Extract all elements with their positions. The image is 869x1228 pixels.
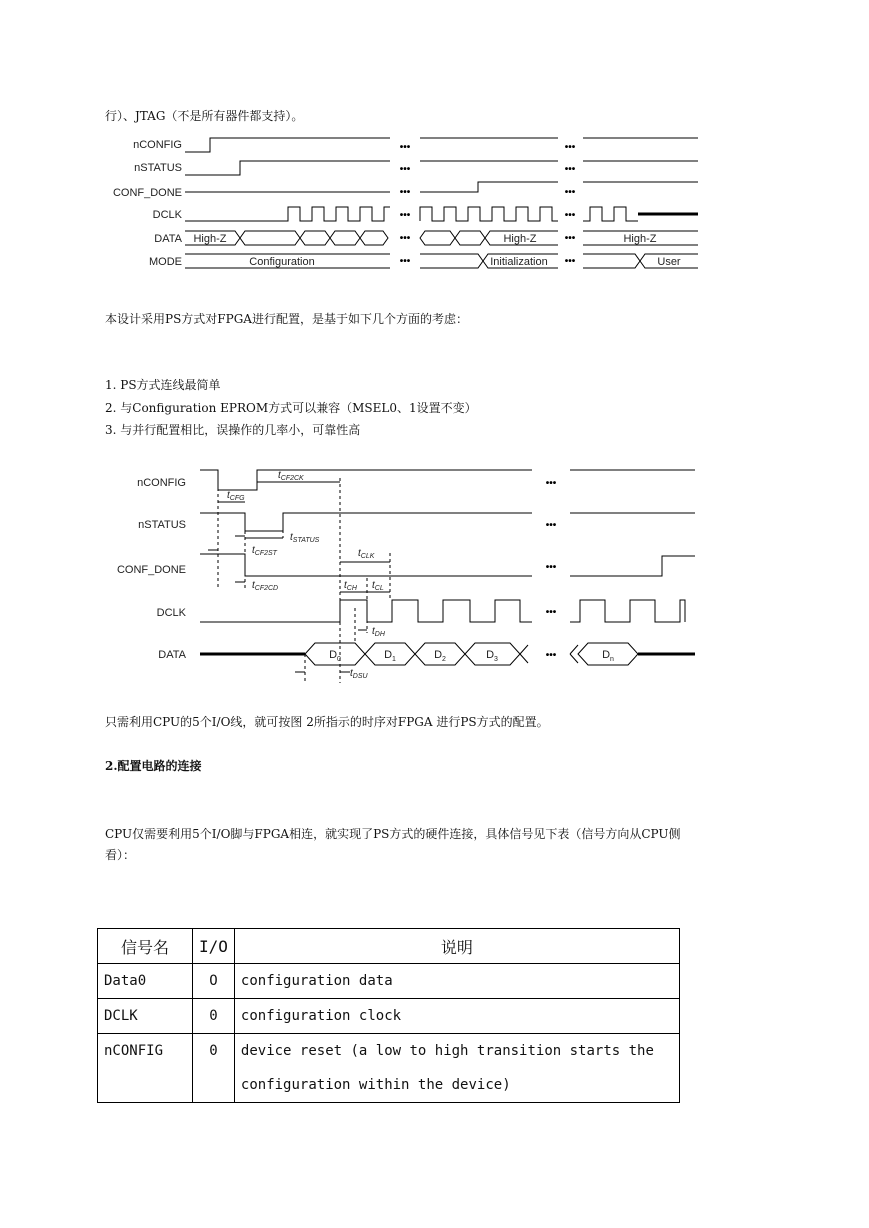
ellipsis: •••	[545, 478, 557, 489]
ellipsis: •••	[564, 256, 576, 267]
list-item: 3. 与并行配置相比，误操作的几率小，可靠性高	[105, 423, 361, 437]
table-row	[98, 1034, 680, 1103]
ellipsis: •••	[545, 607, 557, 618]
timing-label: $t_{CF2CD}$	[252, 580, 279, 592]
ellipsis: •••	[545, 520, 557, 531]
signal-label: nCONFIG	[133, 139, 182, 151]
data-word: $D_1$	[384, 649, 396, 663]
ps-timing-detail-diagram	[100, 458, 710, 690]
bus-label: Initialization	[490, 256, 548, 268]
list-item: 1. PS方式连线最简单	[105, 378, 221, 392]
signal-label: CONF_DONE	[116, 564, 186, 576]
table-header-row	[98, 929, 680, 964]
header-io: I/O	[193, 929, 235, 964]
connection-paragraph: 看）：	[105, 848, 136, 862]
connection-paragraph: CPU仅需要利用5个I/O脚与FPGA相连，就实现了PS方式的硬件连接，具体信号见下表（信号方向从CPU侧	[105, 827, 681, 841]
signal-table	[97, 928, 680, 1103]
signal-label: CONF_DONE	[112, 187, 182, 199]
bus-label: High-Z	[623, 233, 657, 245]
timing-label: $t_{CL}$	[372, 580, 384, 592]
list-item: 2. 与Configuration EPROM方式可以兼容（MSEL0、1设置不变）	[105, 401, 477, 415]
cell-signal-name: DCLK	[98, 999, 193, 1034]
cell-description: configuration clock	[234, 999, 679, 1034]
design-rationale: 本设计采用PS方式对FPGA进行配置，是基于如下几个方面的考虑：	[105, 312, 468, 326]
signal-label: MODE	[149, 256, 182, 268]
table-row	[98, 964, 680, 999]
section-heading: 2.配置电路的连接	[105, 759, 202, 773]
timing-label: $t_{CLK}$	[358, 548, 375, 560]
timing-note: 只需利用CPU的5个I/O线，就可按图 2所指示的时序对FPGA 进行PS方式的配置。	[105, 715, 549, 729]
ellipsis: •••	[399, 256, 411, 267]
ellipsis: •••	[399, 164, 411, 175]
ellipsis: •••	[399, 187, 411, 198]
header-description: 说明	[234, 929, 679, 964]
timing-label: $t_{CF2ST}$	[252, 545, 277, 557]
desc-line: device reset (a low to high transition starts the	[240, 1043, 654, 1059]
timing-label: $t_{CF2CK}$	[278, 470, 304, 482]
cell-io: 0	[193, 999, 235, 1034]
ellipsis: •••	[545, 650, 557, 661]
timing-label: $t_{CH}$	[344, 580, 357, 592]
signal-label: DATA	[154, 233, 182, 245]
data-word: $D_0$	[329, 649, 341, 663]
table-row	[98, 999, 680, 1034]
bus-label: User	[657, 256, 681, 268]
signal-label: nSTATUS	[134, 162, 182, 174]
desc-line: configuration within the device)	[240, 1077, 511, 1093]
bus-label: Configuration	[249, 256, 315, 268]
intro-line: 行）、JTAG（不是所有器件都支持）。	[105, 109, 304, 123]
ellipsis: •••	[564, 142, 576, 153]
signal-label: nSTATUS	[138, 519, 186, 531]
cell-description	[234, 1034, 679, 1103]
signal-label: DCLK	[152, 209, 182, 221]
timing-label: $t_{DH}$	[372, 626, 385, 638]
ellipsis: •••	[399, 233, 411, 244]
bus-label: High-Z	[193, 233, 227, 245]
cell-signal-name: Data0	[98, 964, 193, 999]
signal-label: DATA	[158, 649, 186, 661]
ellipsis: •••	[564, 210, 576, 221]
bus-label: High-Z	[503, 233, 537, 245]
ellipsis: •••	[545, 562, 557, 573]
cell-description: configuration data	[234, 964, 679, 999]
ellipsis: •••	[564, 164, 576, 175]
ellipsis: •••	[399, 142, 411, 153]
ps-timing-overview-diagram	[100, 128, 710, 278]
ellipsis: •••	[399, 210, 411, 221]
timing-label: $t_{STATUS}$	[290, 532, 320, 544]
cell-signal-name: nCONFIG	[98, 1034, 193, 1103]
timing-label: $t_{DSU}$	[350, 668, 368, 680]
cell-io: 0	[193, 1034, 235, 1103]
ellipsis: •••	[564, 187, 576, 198]
data-word: $D_n$	[602, 649, 614, 663]
cell-io: O	[193, 964, 235, 999]
data-word: $D_3$	[486, 649, 498, 663]
header-signal-name: 信号名	[98, 929, 193, 964]
signal-label: DCLK	[156, 607, 186, 619]
signal-label: nCONFIG	[137, 477, 186, 489]
data-word: $D_2$	[434, 649, 446, 663]
ellipsis: •••	[564, 233, 576, 244]
timing-label: $t_{CFG}$	[227, 490, 245, 502]
